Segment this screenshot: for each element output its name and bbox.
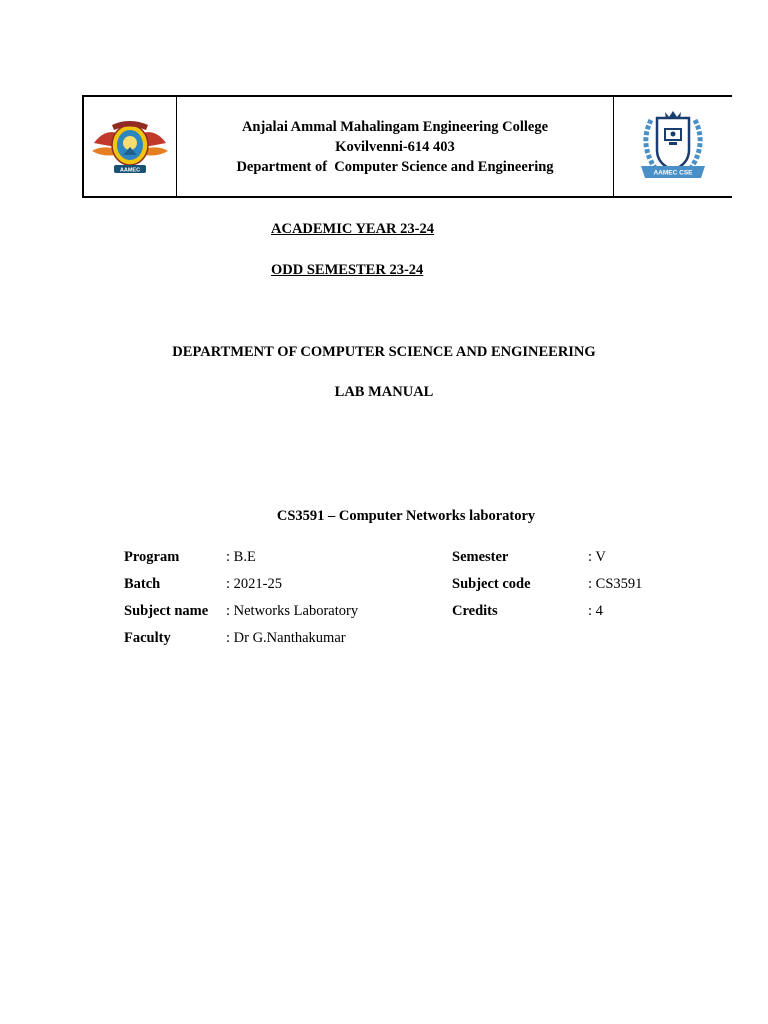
college-location: Kovilvenni-614 403: [335, 138, 455, 155]
faculty-label: Faculty: [124, 630, 171, 646]
right-logo-text: AAMEC CSE: [653, 169, 693, 176]
subject-code-value: : CS3591: [588, 576, 643, 592]
college-emblem-icon: [90, 117, 170, 177]
semester-heading: ODD SEMESTER 23-24: [271, 262, 424, 278]
semester-value: : V: [588, 549, 606, 565]
lab-manual-heading: LAB MANUAL: [334, 384, 434, 400]
subject-name-label: Subject name: [124, 603, 209, 619]
department-logo-cell: [614, 97, 732, 196]
batch-label: Batch: [124, 576, 161, 592]
header-table: [82, 95, 732, 198]
left-logo-text: AAMEC: [119, 167, 141, 173]
semester-label: Semester: [452, 549, 509, 565]
batch-value: : 2021-25: [226, 576, 282, 592]
program-label: Program: [124, 549, 180, 565]
subject-name-value: : Networks Laboratory: [226, 603, 359, 619]
department-heading: DEPARTMENT OF COMPUTER SCIENCE AND ENGINEERING: [172, 344, 596, 360]
credits-value: : 4: [588, 603, 603, 619]
department-crest-icon: [633, 108, 713, 186]
program-value: : B.E: [226, 549, 256, 565]
academic-year-heading: ACADEMIC YEAR 23-24: [271, 221, 434, 237]
course-title: CS3591 – Computer Networks laboratory: [276, 508, 536, 524]
header-title-cell: [177, 97, 614, 196]
college-logo-cell: [84, 97, 177, 196]
subject-code-label: Subject code: [452, 576, 531, 592]
college-name: Anjalai Ammal Mahalingam Engineering College: [241, 118, 549, 135]
faculty-value: : Dr G.Nanthakumar: [226, 630, 346, 646]
credits-label: Credits: [452, 603, 498, 619]
department-name: Department of Computer Science and Engineering: [236, 158, 554, 175]
